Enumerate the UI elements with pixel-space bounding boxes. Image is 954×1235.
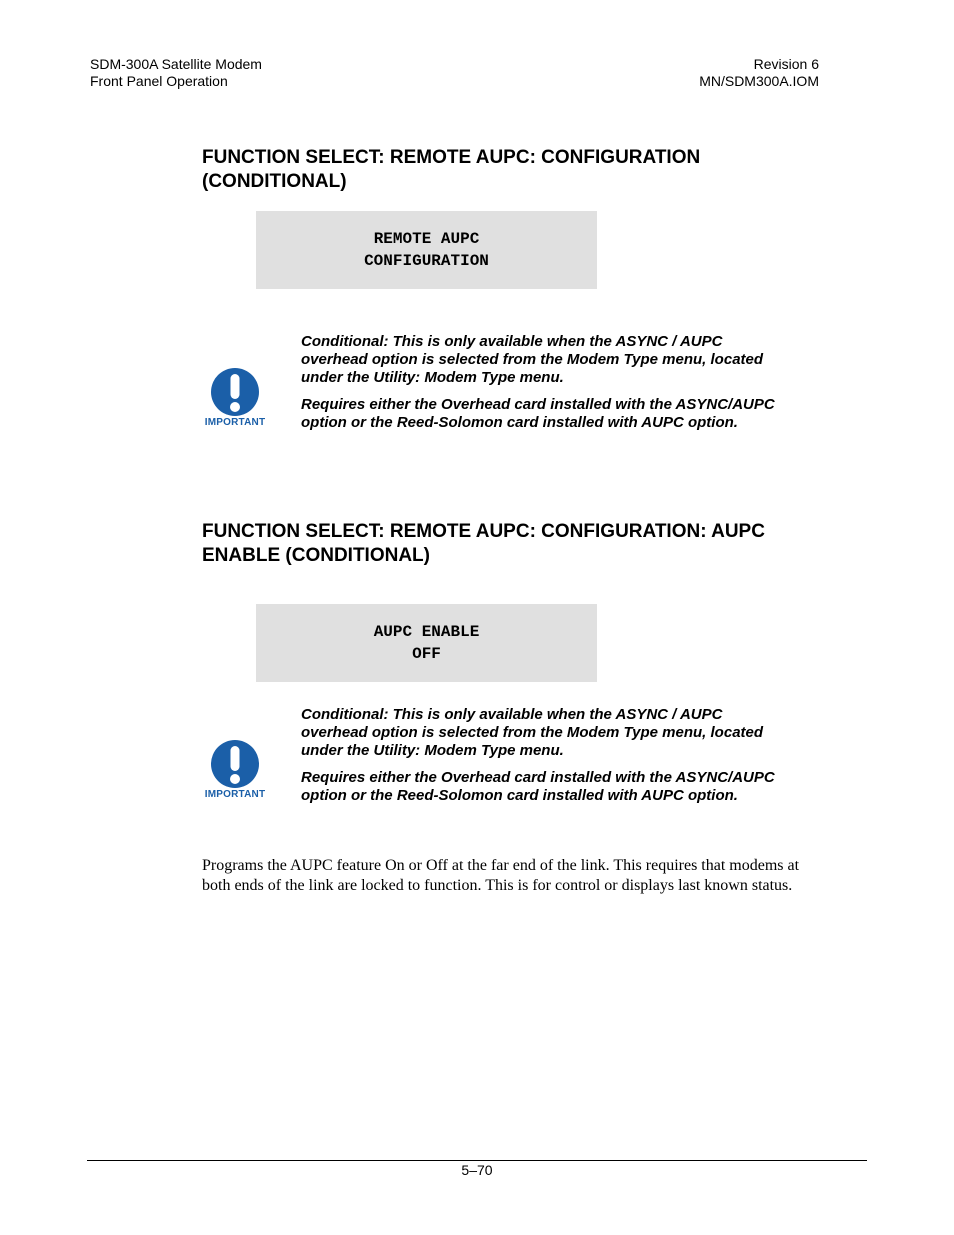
document-title: SDM-300A Satellite Modem (90, 56, 262, 72)
note-line: option or the Reed-Solomon card installed with AUPC option. (301, 787, 738, 804)
chapter-title: Front Panel Operation (90, 73, 228, 89)
running-header-right (699, 56, 819, 90)
revision-label: Revision 6 (753, 56, 819, 72)
heading-line: FUNCTION SELECT: REMOTE AUPC: CONFIGURATION (202, 147, 701, 168)
display-line-1: AUPC ENABLE (373, 623, 480, 641)
note-line: under the Utility: Modem Type menu. (301, 369, 564, 386)
description-paragraph (202, 856, 852, 896)
conditional-note (301, 706, 821, 805)
note-line: Conditional: This is only available when the ASYNC / AUPC (301, 333, 723, 350)
section-heading-aupc-enable (202, 520, 842, 568)
section-heading-remote-aupc-configuration (202, 146, 842, 194)
important-label: IMPORTANT (204, 789, 266, 800)
note-line: under the Utility: Modem Type menu. (301, 742, 564, 759)
important-notice-icon-block (200, 367, 270, 428)
note-line: Requires either the Overhead card installed with the ASYNC/AUPC (301, 396, 775, 413)
note-paragraph (301, 706, 821, 760)
heading-line: (CONDITIONAL) (202, 171, 347, 192)
document-number: MN/SDM300A.IOM (699, 73, 819, 89)
display-line-2: CONFIGURATION (364, 252, 489, 270)
paragraph-line: both ends of the link are locked to function. This is for control or displays last known status. (202, 877, 793, 894)
exclamation-icon (210, 367, 260, 417)
page-number: 5–70 (461, 1162, 493, 1178)
important-notice-icon-block (200, 739, 270, 800)
heading-line: ENABLE (CONDITIONAL) (202, 545, 430, 566)
display-line-1: REMOTE AUPC (373, 230, 480, 248)
heading-line: FUNCTION SELECT: REMOTE AUPC: CONFIGURATION: AUPC (202, 521, 765, 542)
front-panel-display (256, 211, 597, 289)
note-paragraph (301, 769, 821, 805)
front-panel-display (256, 604, 597, 682)
display-line-2: OFF (412, 645, 441, 663)
note-line: overhead option is selected from the Modem Type menu, located (301, 351, 764, 368)
note-paragraph (301, 396, 821, 432)
exclamation-icon (210, 739, 260, 789)
note-line: Conditional: This is only available when the ASYNC / AUPC (301, 706, 723, 723)
note-line: overhead option is selected from the Modem Type menu, located (301, 724, 764, 741)
note-paragraph (301, 333, 821, 387)
important-label: IMPORTANT (204, 417, 266, 428)
note-line: Requires either the Overhead card installed with the ASYNC/AUPC (301, 769, 775, 786)
conditional-note (301, 333, 821, 432)
footer-divider (87, 1160, 867, 1161)
note-line: option or the Reed-Solomon card installed with AUPC option. (301, 414, 738, 431)
running-header-left (90, 56, 262, 90)
paragraph-line: Programs the AUPC feature On or Off at the far end of the link. This requires that modems at (202, 857, 800, 874)
